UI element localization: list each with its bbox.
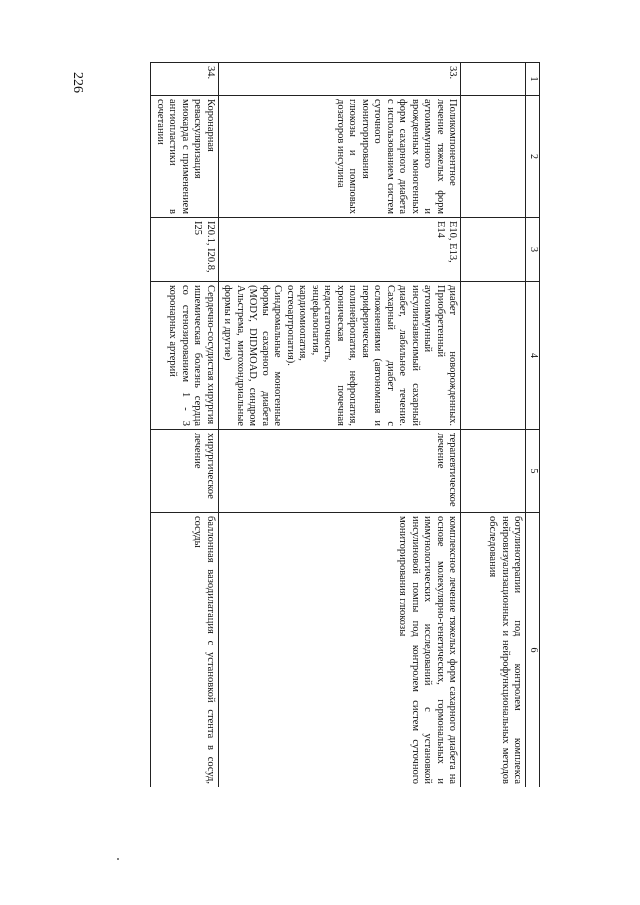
- row-number: 33.: [219, 63, 462, 96]
- services-table: [151, 62, 541, 787]
- header-col-1: 1: [526, 63, 540, 96]
- row-codes: I20.1, I20.8, I25: [151, 218, 219, 282]
- continuation-method: ботулинотерапии под контролем комплекса нейровизуализационных и нейрофункциональных методов обследования: [461, 513, 526, 788]
- page-number: 226: [70, 72, 85, 93]
- header-col-5: 5: [526, 430, 540, 513]
- header-col-3: 3: [526, 218, 540, 282]
- header-col-6: 6: [526, 513, 540, 788]
- row-method: комплексное лечение тяжелых форм сахарного диабета на основе молекулярно-генетических, гормональных и иммунологических исследований с установкой инсулиновой помпы под контролем систем суточного мониторирования глюкозы: [219, 513, 462, 788]
- scan-mark: [117, 858, 119, 860]
- row-model-cell: [151, 282, 219, 430]
- header-col-4: 4: [526, 282, 540, 430]
- table-row: [219, 63, 462, 788]
- row-model: диабет новорожденных. Приобретенный аутоиммунный инсулинзависимый сахарный диабет, лабильное течение. Сахарный диабет с осложнениями (автономная и периферическая полинейропатия, нефропатия, хроническая почечная недостаточность, энцефалопатия, кардиомиопатия, остеоартропатия). Синдромальные моногенные формы сахарного диабета (MODY, DIDMOAD, синдром Альстрема, митохондриальные формы и другие): [219, 282, 462, 430]
- section-title: Сердечно-сосудистая хирургия: [205, 285, 216, 425]
- row-treatment: терапевтическое лечение: [219, 430, 462, 513]
- table-row: [151, 63, 219, 788]
- header-row: [526, 63, 540, 788]
- table-container: [120, 62, 540, 787]
- header-col-2: 2: [526, 96, 540, 218]
- row-name: Поликомпонентное лечение тяжелых форм аутоиммунного и врожденных моногенных форм сахарного диабета с использованием систем суточного мониторирования глюкозы и помповых дозаторов инсулина: [219, 96, 462, 218]
- row-method: баллонная вазодилатация с установкой стента в сосуд, сосуды: [151, 513, 219, 788]
- row-number: 34.: [151, 63, 219, 96]
- row-model: ишемическая болезнь сердца со стенозированием 1 - 3 коронарных артерий: [167, 285, 204, 426]
- row-codes: E10, E13, E14: [219, 218, 462, 282]
- row-treatment: хирургическое лечение: [151, 430, 219, 513]
- row-name: Коронарная реваскуляризация миокарда с применением ангиопластики в сочетании: [151, 96, 219, 218]
- table-row-continuation: [461, 63, 526, 788]
